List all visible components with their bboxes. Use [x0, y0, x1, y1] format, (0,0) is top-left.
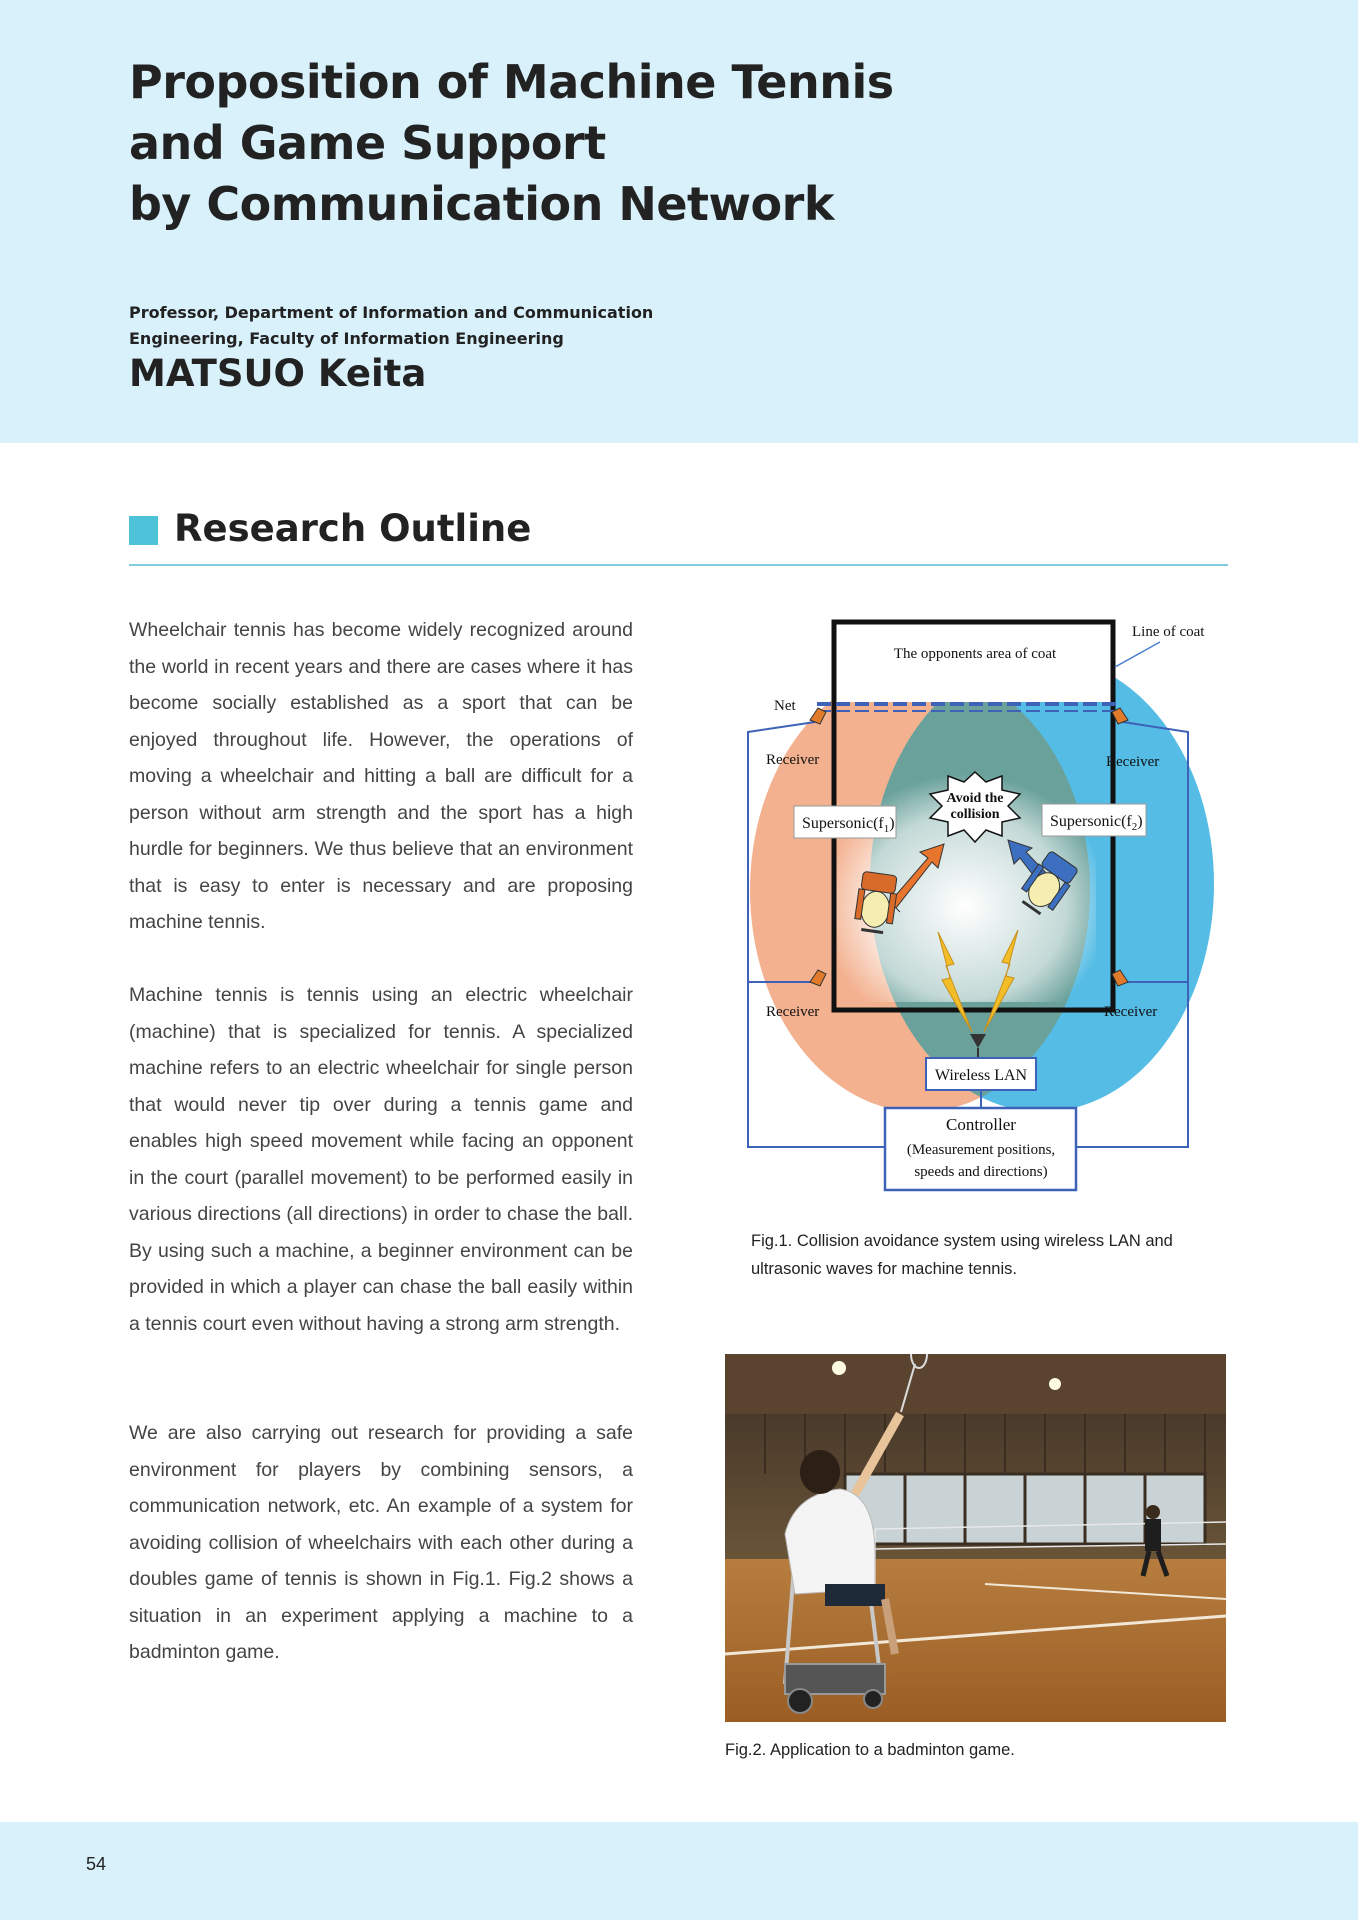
wireless-lan-label: Wireless LAN	[934, 1067, 1028, 1084]
ceiling-light	[832, 1361, 846, 1375]
section-divider	[129, 564, 1228, 566]
body-paragraph-2: Machine tennis is tennis using an electric wheelchair (machine) that is specialized for tennis. A specialized machine refers to an electric wheelchair for single person that would never tip over during a tennis game and enables high speed movement while facing an opponent in the court (parallel movement) to be performed easily in various directions (all directions) in order to chase the ball. By using such a machine, a beginner environment can be provided in which a player can chase the ball easily within a tennis court even without having a strong arm strength.	[129, 984, 633, 1335]
court-upper-area	[834, 622, 1113, 702]
section-title: Research Outline	[174, 507, 532, 550]
page-title	[129, 52, 894, 235]
controller-line-2: (Measurement positions,	[906, 1142, 1056, 1158]
receiver-label-bottom-right: Receiver	[1104, 1004, 1158, 1020]
figure-2-caption: Fig.2. Application to a badminton game.	[725, 1741, 1015, 1759]
body-paragraph-1: Wheelchair tennis has become widely recognized around the world in recent years and there are cases where it has become socially established as a sport that can be enjoyed throughout life. However, the operations of moving a wheelchair and hitting a ball are difficult for a person without arm strength and the sport has a high hurdle for beginners. We thus believe that an environment that is easy to enter is necessary and are proposing machine tennis.	[129, 619, 633, 933]
controller-line-3: speeds and directions)	[914, 1164, 1048, 1180]
page-number: 54	[86, 1854, 107, 1874]
controller-line-1: Controller	[946, 1115, 1016, 1134]
avoid-collision-line-1: Avoid the	[946, 791, 1004, 806]
receiver-label-top-left: Receiver	[766, 752, 820, 768]
line-of-coat-label: Line of coat	[1132, 624, 1205, 640]
header-band	[0, 0, 1358, 443]
title-line-3: by Communication Network	[129, 177, 834, 231]
ceiling	[725, 1354, 1226, 1424]
body-paragraph-3: We are also carrying out research for providing a safe environment for players by combining sensors, a communication network, etc. An example of a system for avoiding collision of wheelchairs with each other during a doubles game of tennis is shown in Fig.1. Fig.2 shows a situation in an experiment applying a machine to a badminton game.	[129, 1422, 633, 1663]
affiliation-line-2: Engineering, Faculty of Information Engineering	[129, 329, 564, 348]
title-line-2: and Game Support	[129, 116, 606, 170]
receiver-label-bottom-left: Receiver	[766, 1004, 820, 1020]
badminton-experiment-photo	[725, 1354, 1226, 1722]
title-line-1: Proposition of Machine Tennis	[129, 55, 894, 109]
author-affiliation	[129, 300, 653, 352]
supersonic-1-label: $Supersonic(f_1)$	[802, 815, 895, 835]
supersonic-2-label: $Supersonic(f_2)$	[1050, 813, 1143, 833]
line-of-coat-arrow	[1115, 642, 1160, 667]
collision-avoidance-diagram	[740, 612, 1220, 1202]
figure-1-caption: Fig.1. Collision avoidance system using wireless LAN and ultrasonic waves for machine tennis.	[751, 1232, 1173, 1278]
affiliation-line-1: Professor, Department of Information and Communication	[129, 303, 654, 322]
section-marker	[129, 516, 158, 545]
net-label: Net	[774, 698, 796, 714]
ceiling-light	[1049, 1378, 1061, 1390]
author-name: MATSUO Keita	[129, 352, 427, 395]
avoid-collision-line-2: collision	[950, 807, 1000, 822]
opponents-area-label: The opponents area of coat	[893, 646, 1057, 662]
footer-band	[0, 1822, 1358, 1920]
receiver-label-top-right: Receiver	[1106, 754, 1160, 770]
